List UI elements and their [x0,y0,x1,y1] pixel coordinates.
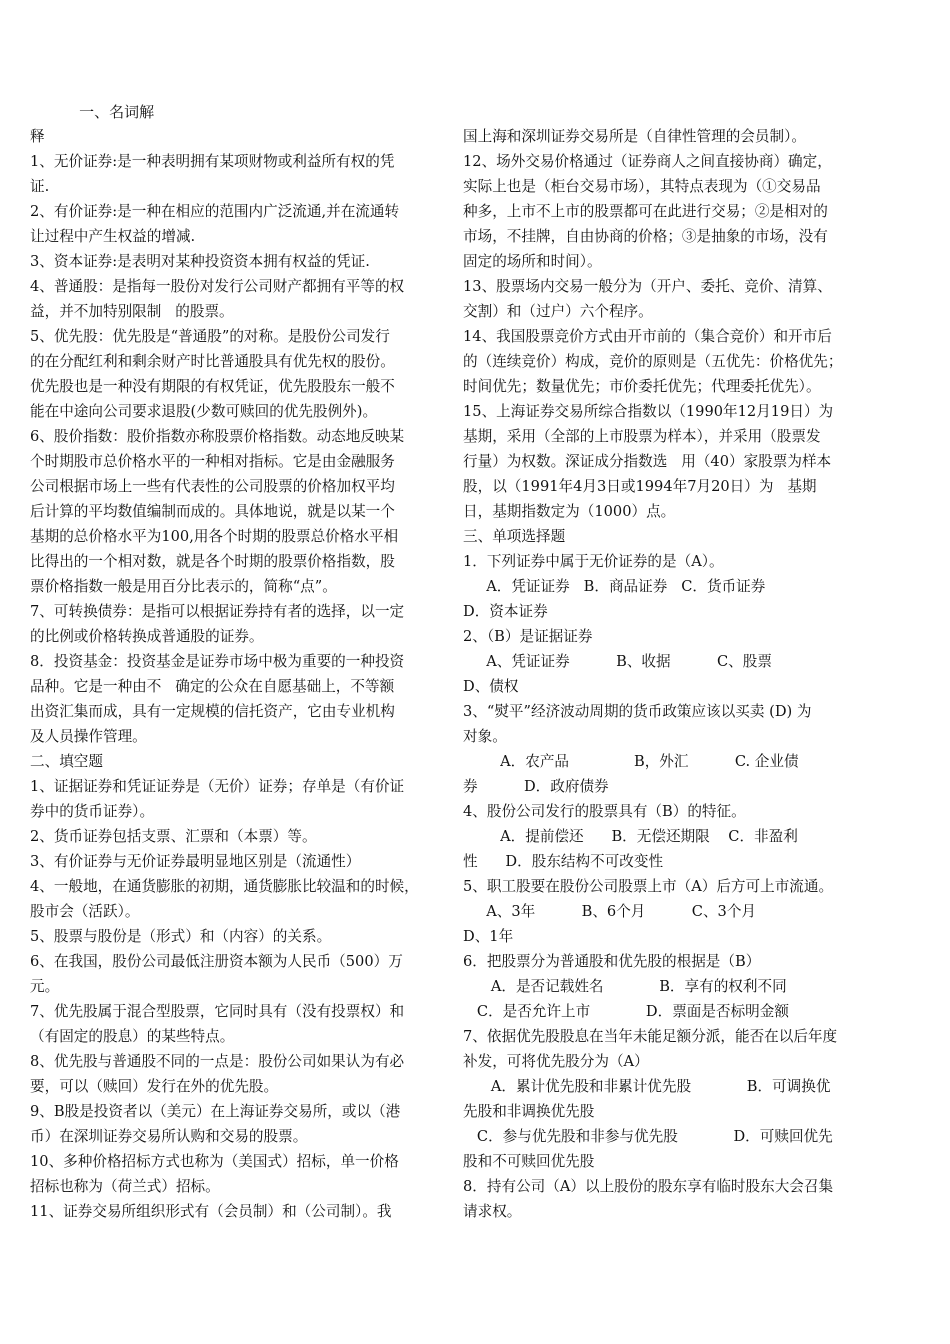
left-text-line: 币）在深圳证券交易所认购和交易的股票。 [30,1128,308,1145]
right-text-line: C．参与优先股和非参与优先股 D．可赎回优先 [463,1128,833,1145]
right-text-line: 3、“熨平”经济波动周期的货币政策应该以买卖 (D) 为 [463,703,812,720]
right-text-line: C．是否允许上市 D．票面是否标明金额 [463,1003,789,1020]
right-text-line: A．提前偿还 B．无偿还期限 C．非盈利 [463,828,798,845]
left-text-line: 出资汇集而成，具有一定规模的信托资产，它由专业机构 [30,703,395,720]
right-text-line: 先股和非调换优先股 [463,1103,595,1120]
left-text-line: 2、有价证券:是一种在相应的范围内广泛流通,并在流通转 [30,203,400,220]
left-text-line: 元。 [30,978,60,995]
right-text-line: 日，基期指数定为（1000）点。 [463,503,676,520]
right-text-line: A、3年 B、6个月 C、3个月 [463,903,757,920]
left-text-line: 基期的总价格水平为100,用各个时期的股票总价格水平相 [30,528,399,545]
right-text-line: D、债权 [463,678,519,695]
left-text-line: 后计算的平均数值编制而成的。具体地说，就是以某一个 [30,503,395,520]
left-text-line: 10、多种价格招标方式也称为（美国式）招标，单一价格 [30,1153,399,1170]
left-text-line: 1、无价证券:是一种表明拥有某项财物或利益所有权的凭 [30,153,395,170]
right-text-line: 2、（B）是证据证券 [463,628,593,645]
left-text-line: 释 [30,128,45,145]
right-text-line: 性 D．股东结构不可改变性 [463,853,664,870]
right-text-line: 4、股份公司发行的股票具有（B）的特征。 [463,803,746,820]
left-text-line: 6、在我国，股份公司最低注册资本额为人民币（500）万 [30,953,403,970]
right-column [463,124,891,1224]
right-text-line: 8．持有公司（A）以上股份的股东享有临时股东大会召集 [463,1178,834,1195]
left-text-line: 品种。它是一种由不 确定的公众在自愿基础上，不等额 [30,678,395,695]
right-text-line: 对象。 [463,728,507,745]
left-text-line: 7、可转换债券：是指可以根据证券持有者的选择，以一定 [30,603,405,620]
left-text-line: 3、资本证券:是表明对某种投资资本拥有权益的凭证. [30,253,370,270]
right-text-line: 股和不可赎回优先股 [463,1153,595,1170]
left-text-line: 8、优先股与普通股不同的一点是：股份公司如果认为有必 [30,1053,405,1070]
left-text-line: 股市会（活跃）。 [30,903,140,920]
right-text-line: 券 D．政府债券 [463,778,609,795]
left-text-line: 及人员操作管理。 [30,728,147,745]
right-text-line: A．凭证证券 B．商品证券 C．货币证券 [463,578,766,595]
left-text-line: 证. [30,178,50,195]
right-text-line: 行量）为权数。深证成分指数选 用（40）家股票为样本 [463,453,832,470]
left-text-line: （有固定的股息）的某些特点。 [30,1028,235,1045]
left-text-line: 券中的货币证券）。 [30,803,155,820]
left-text-line: 优先股也是一种没有期限的有权凭证，优先股股东一般不 [30,378,395,395]
left-column [30,124,458,1224]
right-text-line: 7、依据优先股股息在当年未能足额分派，能否在以后年度 [463,1028,838,1045]
right-text-line: 1．下列证券中属于无价证券的是（A）。 [463,553,724,570]
right-text-line: A、凭证证券 B、收据 C、股票 [463,653,772,670]
right-text-line: 基期，采用（全部的上市股票为样本），并采用（股票发 [463,428,821,445]
left-text-line: 公司根据市场上一些有代表性的公司股票的价格加权平均 [30,478,395,495]
right-text-line: 6．把股票分为普通股和优先股的根据是（B） [463,953,761,970]
right-text-line: 实际上也是（柜台交易市场），其特点表现为（①交易品 [463,178,821,195]
right-text-line: 请求权。 [463,1203,522,1220]
left-text-line: 比得出的一个相对数，就是各个时期的股票价格指数，股 [30,553,395,570]
left-text-line: 二、填空题 [30,753,103,770]
right-text-line: A．累计优先股和非累计优先股 B．可调换优 [463,1078,831,1095]
right-text-line: 的（连续竞价）构成，竞价的原则是（五优先：价格优先； [463,353,843,370]
right-text-line: 股，以（1991年4月3日或1994年7月20日）为 基期 [463,478,817,495]
right-text-line: D、1年 [463,928,514,945]
right-text-line: 固定的场所和时间）。 [463,253,602,270]
left-text-line: 让过程中产生权益的增减. [30,228,196,245]
right-text-line: 14、我国股票竞价方式由开市前的（集合竞价）和开市后 [463,328,832,345]
left-text-line: 4、一般地，在通货膨胀的初期，通货膨胀比较温和的时候， [30,878,419,895]
left-text-line: 能在中途向公司要求退股(少数可赎回的优先股例外)。 [30,403,378,420]
left-text-line: 4、普通股：是指每一股份对发行公司财产都拥有平等的权 [30,278,405,295]
right-text-line: A．是否记载姓名 B．享有的权利不同 [463,978,787,995]
left-text-line: 5、优先股：优先股是“普通股”的对称。是股份公司发行 [30,328,390,345]
left-text-line: 8．投资基金：投资基金是证券市场中极为重要的一种投资 [30,653,405,670]
left-text-line: 6、股价指数：股价指数亦称股票价格指数。动态地反映某 [30,428,405,445]
left-text-line: 3、有价证券与无价证券最明显地区别是（流通性） [30,853,361,870]
right-text-line: 市场，不挂牌，自由协商的价格；③是抽象的市场，没有 [463,228,828,245]
left-text-line: 招标也称为（荷兰式）招标。 [30,1178,220,1195]
left-text-line: 11、证券交易所组织形式有（会员制）和（公司制）。我 [30,1203,392,1220]
left-text-line: 票价格指数一般是用百分比表示的，简称“点”。 [30,578,337,595]
right-text-line: 13、股票场内交易一般分为（开户、委托、竞价、清算、 [463,278,832,295]
left-text-line: 9、B股是投资者以（美元）在上海证券交易所，或以（港 [30,1103,401,1120]
left-text-line: 益，并不加特别限制 的股票。 [30,303,234,320]
left-text-line: 1、证据证券和凭证证券是（无价）证券；存单是（有价证 [30,778,405,795]
right-text-line: 时间优先；数量优先；市价委托优先；代理委托优先）。 [463,378,821,395]
right-text-line: 种多，上市不上市的股票都可在此进行交易；②是相对的 [463,203,828,220]
left-text-line: 个时期股市总价格水平的一种相对指标。它是由金融服务 [30,453,395,470]
left-text-line: 5、股票与股份是（形式）和（内容）的关系。 [30,928,332,945]
right-text-line: 5、职工股要在股份公司股票上市（A）后方可上市流通。 [463,878,834,895]
right-text-line: 12、场外交易价格通过（证券商人之间直接协商）确定， [463,153,832,170]
left-text-line: 的比例或价格转换成普通股的证券。 [30,628,264,645]
right-text-line: A．农产品 B，外汇 C. 企业债 [463,753,799,770]
left-text-line: 要，可以（赎回）发行在外的优先股。 [30,1078,279,1095]
right-text-line: 交割）和（过户）六个程序。 [463,303,653,320]
left-text-line: 2、货币证券包括支票、汇票和（本票）等。 [30,828,317,845]
right-text-line: 三、单项选择题 [463,528,566,545]
right-text-line: D．资本证券 [463,603,548,620]
right-text-line: 补发，可将优先股分为（A） [463,1053,649,1070]
right-text-line: 国上海和深圳证券交易所是（自律性管理的会员制）。 [463,128,806,145]
left-text-line: 7、优先股属于混合型股票，它同时具有（没有投票权）和 [30,1003,405,1020]
left-text-line: 的在分配红利和剩余财产时比普通股具有优先权的股份。 [30,353,395,370]
right-text-line: 15、上海证券交易所综合指数以（1990年12月19日）为 [463,403,834,420]
section-title: 一、名词解 [60,103,155,121]
